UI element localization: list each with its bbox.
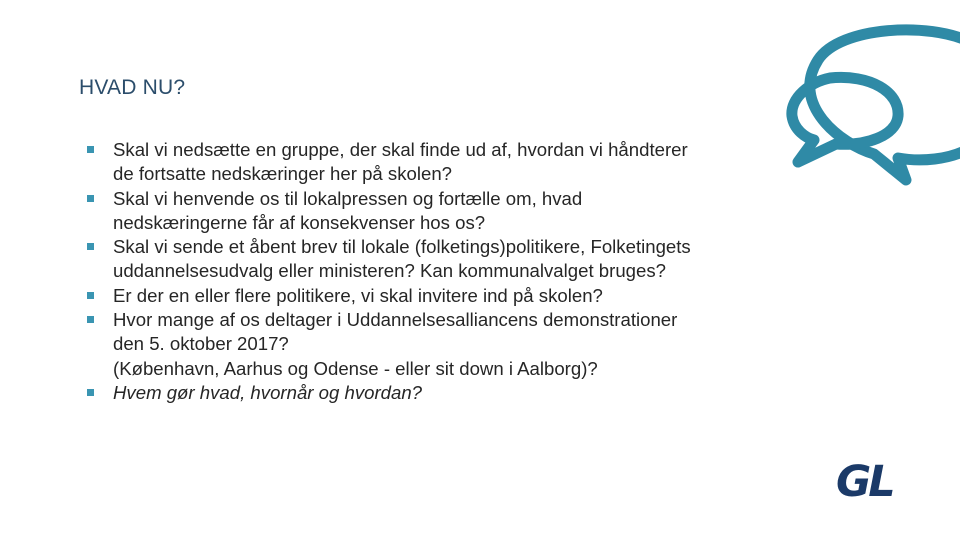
bullet-text: Skal vi nedsætte en gruppe, der skal finde ud af, hvordan vi håndterer [113,139,688,160]
bullet-text: de fortsatte nedskæringer her på skolen? [113,163,453,185]
square-bullet-icon [87,292,94,299]
bullet-text: Skal vi henvende os til lokalpressen og fortælle om, hvad [113,187,583,209]
bullet-text: den 5. oktober 2017? [113,333,289,355]
bullet-item [86,381,826,405]
bullet-text: Hvem gør hvad, hvornår og hvordan? [113,381,423,403]
bullet-text: uddannelsesudvalg eller ministeren? Kan kommunalvalget bruges? [113,260,666,282]
bullet-text: nedskæringerne får af konsekvenser hos os? [113,211,486,233]
bullet-item [86,187,826,236]
square-bullet-icon [87,316,94,323]
bullet-item [86,284,826,308]
bullet-item [86,138,826,187]
bullet-text: Skal vi sende et åbent brev til lokale (folketings)politikere, Folketingets [113,236,691,258]
bullet-text: Hvor mange af os deltager i Uddannelsesalliancens demonstrationer [113,309,678,331]
bullet-item [86,235,826,284]
bullet-text: Er der en eller flere politikere, vi skal invitere ind på skolen? [113,284,603,306]
bullet-list [86,138,826,405]
bullet-text: (København, Aarhus og Odense - eller sit down i Aalborg)? [113,357,598,379]
bullet-item [86,308,826,381]
square-bullet-icon [87,146,94,153]
slide-title: HVAD NU? [79,76,186,99]
square-bullet-icon [87,389,94,396]
square-bullet-icon [87,243,94,250]
speech-bubbles-icon [770,20,960,190]
gl-logo: GL [836,457,893,507]
square-bullet-icon [87,195,94,202]
